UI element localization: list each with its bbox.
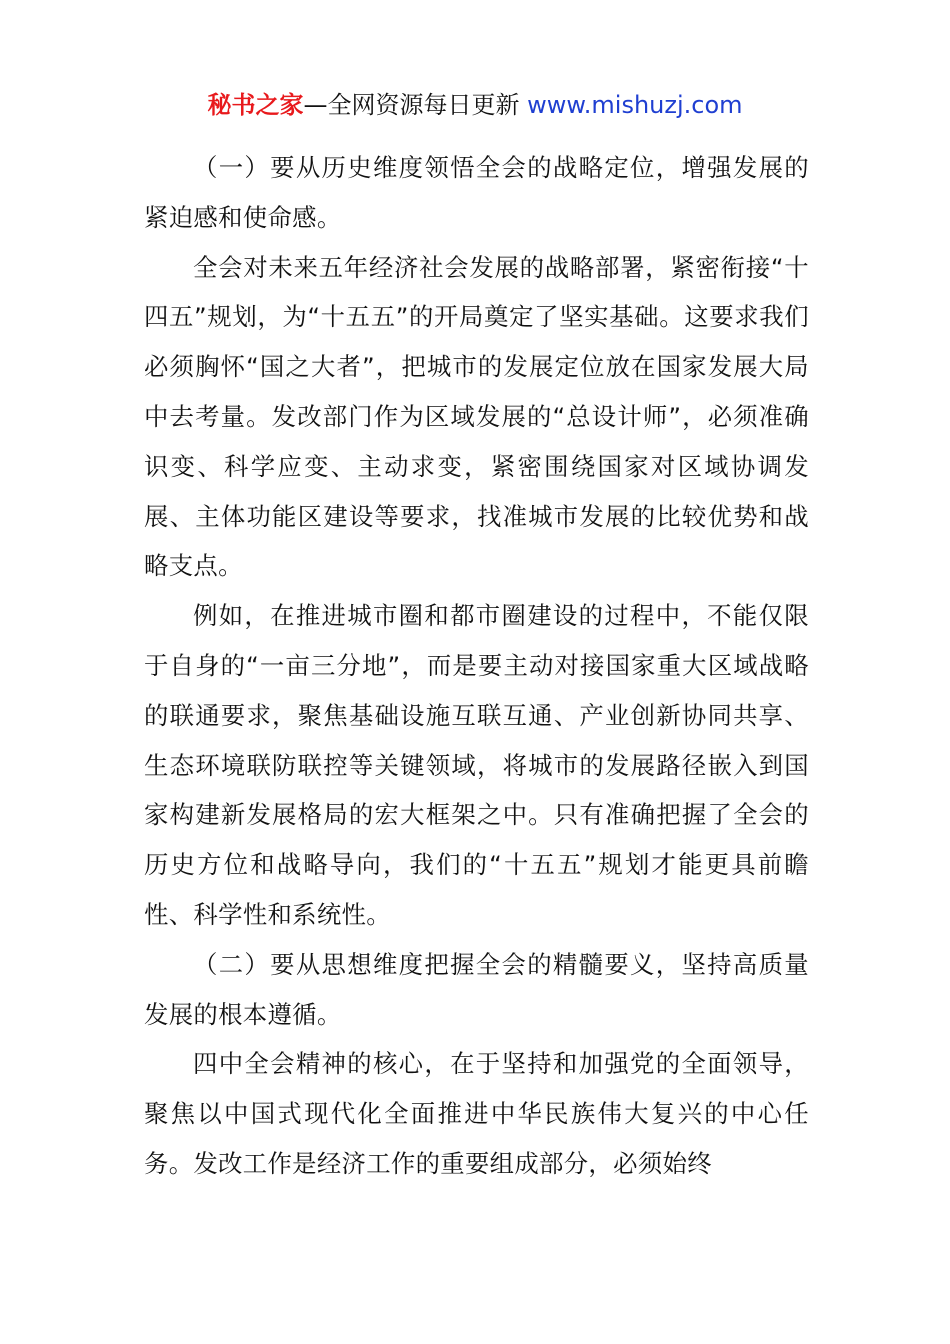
section-heading-1: （一）要从历史维度领悟全会的战略定位，增强发展的紧迫感和使命感。: [144, 153, 809, 232]
section-heading-2: （二）要从思想维度把握全会的精髓要义，坚持高质量发展的根本遵循。: [144, 949, 809, 1029]
body-paragraph: 四中全会精神的核心，在于坚持和加强党的全面领导，聚焦以中国式现代化全面推进中华民族伟大复兴的中心任务。发改工作是经济工作的重要组成部分，必须始终: [144, 1049, 809, 1178]
document-body: [144, 143, 809, 1189]
brand-name: 秘书之家: [207, 91, 304, 119]
body-paragraph: 全会对未来五年经济社会发展的战略部署，紧密衔接“十四五”规划，为“十五五”的开局奠定了坚实基础。这要求我们必须胸怀“国之大者”，把城市的发展定位放在国家发展大局中去考量。发改部门作为区域发展的“总设计师”，必须准确识变、科学应变、主动求变，紧密围绕国家对区域协调发展、主体功能区建设等要求，找准城市发展的比较优势和战略支点。: [144, 252, 809, 581]
body-paragraph: 例如，在推进城市圈和都市圈建设的过程中，不能仅限于自身的“一亩三分地”，而是要主动对接国家重大区域战略的联通要求，聚焦基础设施互联互通、产业创新协同共享、生态环境联防联控等关键领域，将城市的发展路径嵌入到国家构建新发展格局的宏大框架之中。只有准确把握了全会的历史方位和战略导向，我们的“十五五”规划才能更具前瞻性、科学性和系统性。: [144, 601, 809, 929]
header-slogan: —全网资源每日更新: [303, 91, 528, 119]
page-header: [0, 88, 950, 122]
website-link[interactable]: www.mishuzj.com: [527, 91, 743, 119]
